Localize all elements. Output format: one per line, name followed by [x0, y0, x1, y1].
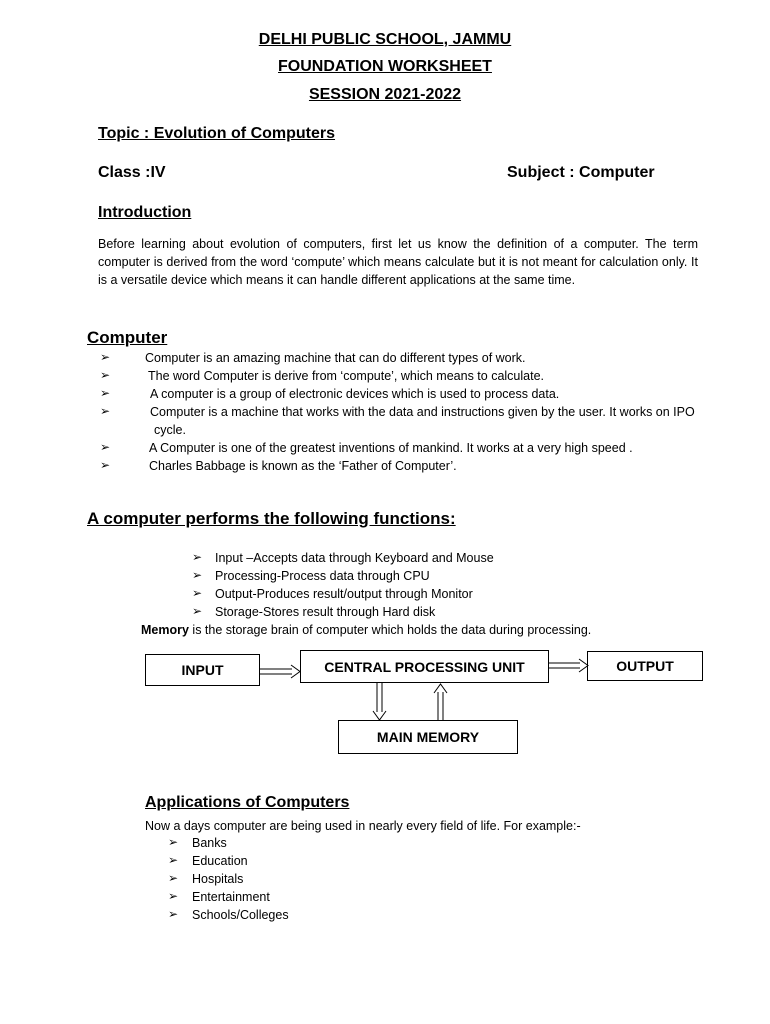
arrow-bullet-icon: ➢ [168, 889, 179, 903]
arrow-bullet-icon: ➢ [100, 350, 111, 364]
input-box: INPUT [145, 654, 260, 686]
computer-heading: Computer [87, 328, 168, 347]
list-item: Processing-Process data through CPU [215, 569, 430, 583]
cpu-to-output-arrow [549, 659, 588, 672]
list-item: Education [192, 854, 248, 868]
input-to-cpu-arrow [260, 665, 300, 678]
list-item: Computer is an amazing machine that can do different types of work. [145, 351, 526, 365]
introduction-heading: Introduction [98, 204, 192, 221]
subject-label: Subject : Computer [507, 164, 655, 181]
worksheet-title: FOUNDATION WORKSHEET [278, 58, 492, 75]
list-item: Input –Accepts data through Keyboard and Mouse [215, 551, 494, 565]
arrow-bullet-icon: ➢ [168, 871, 179, 885]
applications-heading: Applications of Computers [145, 794, 350, 811]
memory-description: is the storage brain of computer which holds the data during processing. [188, 623, 592, 637]
output-box: OUTPUT [587, 651, 703, 681]
topic-heading: Topic : Evolution of Computers [98, 125, 336, 142]
list-item: The word Computer is derive from ‘compute’, which means to calculate. [148, 369, 544, 383]
functions-heading: A computer performs the following functions: [87, 509, 456, 528]
list-item: Charles Babbage is known as the ‘Father of Computer’. [149, 459, 457, 473]
session-label: SESSION 2021-2022 [308, 86, 462, 103]
arrow-bullet-icon: ➢ [192, 586, 203, 600]
school-name: DELHI PUBLIC SCHOOL, JAMMU [258, 31, 512, 48]
list-item: Output-Produces result/output through Monitor [215, 587, 473, 601]
list-item: Entertainment [192, 890, 270, 904]
cpu-box: CENTRAL PROCESSING UNIT [300, 650, 549, 683]
arrow-bullet-icon: ➢ [192, 604, 203, 618]
main-memory-box: MAIN MEMORY [338, 720, 518, 754]
arrow-bullet-icon: ➢ [168, 853, 179, 867]
arrow-bullet-icon: ➢ [168, 907, 179, 921]
arrow-bullet-icon: ➢ [100, 386, 111, 400]
list-item: Storage-Stores result through Hard disk [215, 605, 436, 619]
memory-term: Memory [141, 623, 189, 637]
arrow-bullet-icon: ➢ [100, 458, 111, 472]
class-label: Class :IV [98, 164, 166, 181]
arrow-bullet-icon: ➢ [192, 568, 203, 582]
arrow-bullet-icon: ➢ [168, 835, 179, 849]
introduction-paragraph: Before learning about evolution of computers, first let us know the definition of a computer. The term computer is derived from the word ‘compute’ which means calculate but it is not meant for calculation only. It is a versatile device which means it can handle different applications at the same time. [98, 237, 698, 287]
applications-intro: Now a days computer are being used in nearly every field of life. For example:- [145, 819, 581, 833]
list-item: A Computer is one of the greatest inventions of mankind. It works at a very high speed . [149, 441, 633, 455]
arrow-bullet-icon: ➢ [100, 404, 111, 418]
list-item: Banks [192, 836, 227, 850]
list-item-text: Computer is a machine that works with the data and instructions given by the user. It works on IPO cycle. [150, 405, 695, 437]
arrow-bullet-icon: ➢ [100, 368, 111, 382]
list-item: A computer is a group of electronic devices which is used to process data. [150, 387, 560, 401]
list-item: Hospitals [192, 872, 244, 886]
arrow-bullet-icon: ➢ [100, 440, 111, 454]
arrow-bullet-icon: ➢ [192, 550, 203, 564]
memory-to-cpu-arrow [434, 684, 447, 720]
cpu-to-memory-arrow [373, 683, 386, 720]
list-item: Schools/Colleges [192, 908, 289, 922]
